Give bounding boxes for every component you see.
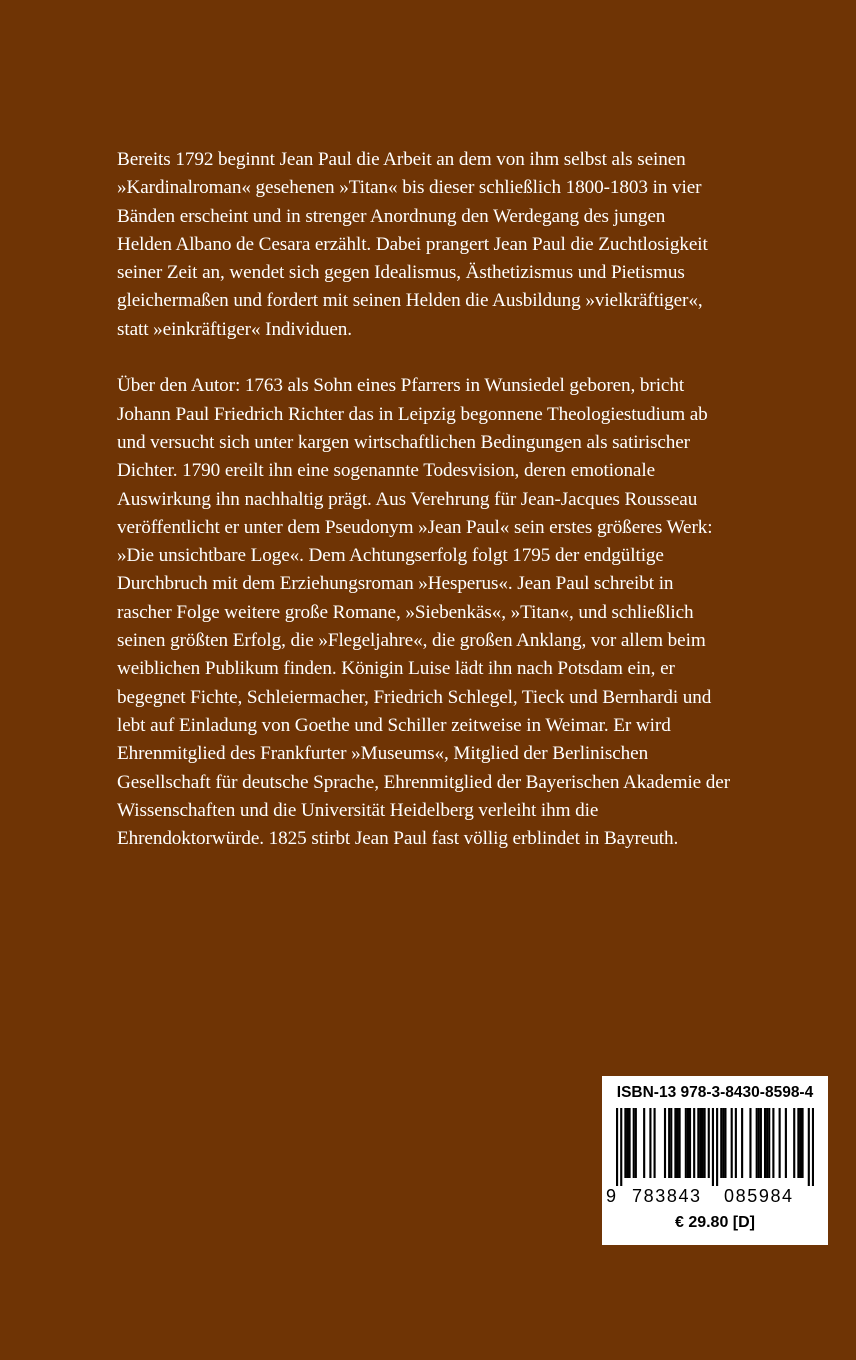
blurb-line: Johann Paul Friedrich Richter das in Leipzig begonnene Theologiestudium ab: [117, 403, 708, 425]
blurb-line: veröffentlicht er unter dem Pseudonym »Jean Paul« sein erstes größeres Werk:: [117, 516, 713, 538]
barcode-bar: [749, 1108, 751, 1178]
barcode-digits-right: 085984: [724, 1186, 794, 1206]
blurb-line: Ehrendoktorwürde. 1825 stirbt Jean Paul fast völlig erblindet in Bayreuth.: [117, 828, 679, 850]
barcode-bar: [768, 1108, 770, 1178]
barcode-bar: [758, 1108, 760, 1178]
barcode-bar: [664, 1108, 666, 1178]
blurb-line: Dichter. 1790 ereilt ihn eine sogenannte Todesvision, deren emotionale: [117, 460, 655, 482]
barcode-bars: [616, 1108, 814, 1186]
barcode-guard-bar: [716, 1108, 718, 1186]
blurb-line: Über den Autor: 1763 als Sohn eines Pfarrers in Wunsiedel geboren, bricht: [117, 375, 685, 397]
barcode-bar: [643, 1108, 645, 1178]
blurb-line: »Kardinalroman« gesehenen »Titan« bis dieser schließlich 1800-1803 in vier: [117, 177, 702, 199]
blurb-paragraph-summary: [117, 146, 777, 344]
barcode-guard-bar: [812, 1108, 814, 1186]
blurb-line: lebt auf Einladung von Goethe und Schiller zeitweise in Weimar. Er wird: [117, 714, 671, 736]
barcode-bar: [697, 1108, 699, 1178]
blurb-line: gleichermaßen und fordert mit seinen Helden die Ausbildung »vielkräftiger«,: [117, 290, 703, 312]
price-label: € 29.80 [D]: [674, 1214, 756, 1231]
blurb-line: Bänden erscheint und in strenger Anordnung den Werdegang des jungen: [117, 205, 666, 227]
blurb-line: Auswirkung ihn nachhaltig prägt. Aus Verehrung für Jean-Jacques Rousseau: [117, 488, 698, 510]
blurb-line: seiner Zeit an, wendet sich gegen Idealismus, Ästhetizismus und Pietismus: [117, 262, 685, 284]
barcode-bar: [704, 1108, 706, 1178]
barcode-bar: [687, 1108, 689, 1178]
barcode-bar: [722, 1108, 724, 1178]
barcode-guard-bar: [808, 1108, 810, 1186]
blurb-text: [117, 146, 777, 853]
barcode-bar: [676, 1108, 678, 1178]
blurb-line: begegnet Fichte, Schleiermacher, Friedrich Schlegel, Tieck und Bernhardi und: [117, 686, 712, 708]
barcode-guard-bar: [712, 1108, 714, 1186]
barcode-bar: [624, 1108, 626, 1178]
barcode-bar: [756, 1108, 758, 1178]
blurb-paragraph-author: [117, 372, 777, 853]
barcode-bar: [724, 1108, 726, 1178]
isbn-number: ISBN-13 978-3-8430-8598-4: [616, 1084, 814, 1101]
barcode-digits-left: 783843: [632, 1186, 702, 1206]
barcode-bar: [799, 1108, 801, 1178]
barcode-guard-bar: [620, 1108, 622, 1186]
blurb-line: »Die unsichtbare Loge«. Dem Achtungserfolg folgt 1795 der endgültige: [117, 545, 664, 567]
barcode-bar: [654, 1108, 656, 1178]
blurb-line: Wissenschaften und die Universität Heidelberg verleiht ihm die: [117, 799, 599, 821]
barcode-bar: [772, 1108, 774, 1178]
barcode-bar: [679, 1108, 681, 1178]
barcode-bar: [735, 1108, 737, 1178]
blurb-line: Helden Albano de Cesara erzählt. Dabei prangert Jean Paul die Zuchtlosigkeit: [117, 233, 708, 255]
blurb-line: Ehrenmitglied des Frankfurter »Museums«, Mitglied der Berlinischen: [117, 743, 649, 765]
barcode-bar: [760, 1108, 762, 1178]
barcode-bar: [635, 1108, 637, 1178]
barcode-bar: [741, 1108, 743, 1178]
barcode-bar: [779, 1108, 781, 1178]
isbn-barcode-label: [602, 1076, 828, 1245]
barcode-bar: [766, 1108, 768, 1178]
blurb-line: seinen größten Erfolg, die »Flegeljahre«, die großen Anklang, vor allem beim: [117, 630, 706, 652]
barcode-bar: [626, 1108, 628, 1178]
barcode-bar: [785, 1108, 787, 1178]
blurb-line: Gesellschaft für deutsche Sprache, Ehrenmitglied der Bayerischen Akademie der: [117, 771, 730, 793]
barcode-bar: [689, 1108, 691, 1178]
barcode-bar: [670, 1108, 672, 1178]
blurb-line: und versucht sich unter kargen wirtschaftlichen Bedingungen als satirischer: [117, 431, 690, 453]
barcode-bar: [731, 1108, 733, 1178]
blurb-line: Durchbruch mit dem Erziehungsroman »Hesperus«. Jean Paul schreibt in: [117, 573, 674, 595]
barcode-bar: [629, 1108, 631, 1178]
barcode-bar: [699, 1108, 701, 1178]
barcode-bar: [797, 1108, 799, 1178]
barcode-bar: [633, 1108, 635, 1178]
barcode-bar: [701, 1108, 703, 1178]
blurb-line: rascher Folge weitere große Romane, »Siebenkäs«, »Titan«, und schließlich: [117, 601, 694, 623]
barcode-bar: [649, 1108, 651, 1178]
blurb-line: Bereits 1792 beginnt Jean Paul die Arbeit an dem von ihm selbst als seinen: [117, 149, 686, 170]
barcode-guard-bar: [616, 1108, 618, 1186]
blurb-line: statt »einkräftiger« Individuen.: [117, 318, 352, 340]
barcode-bar: [668, 1108, 670, 1178]
barcode-bar: [801, 1108, 803, 1178]
barcode-bar: [793, 1108, 795, 1178]
barcode-bar: [674, 1108, 676, 1178]
barcode-bar: [720, 1108, 722, 1178]
barcode-bar: [708, 1108, 710, 1178]
barcode-bar: [764, 1108, 766, 1178]
barcode-digit-first: 9: [606, 1186, 617, 1206]
barcode-bar: [685, 1108, 687, 1178]
barcode-bar: [693, 1108, 695, 1178]
blurb-line: weiblichen Publikum finden. Königin Luise lädt ihn nach Potsdam ein, er: [117, 658, 675, 680]
